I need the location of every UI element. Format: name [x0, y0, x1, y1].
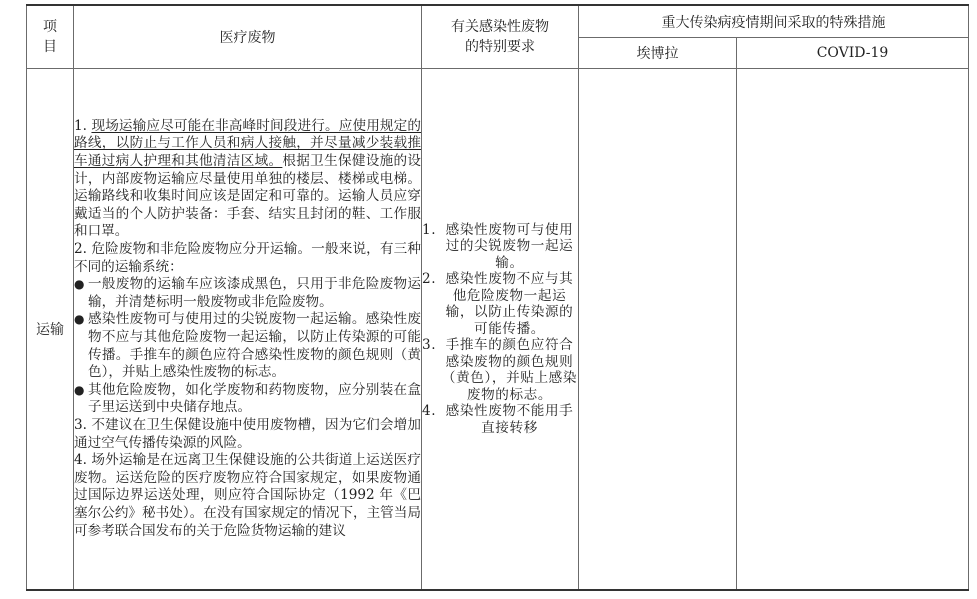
- waste-paragraph-2: 2. 危险废物和非危险废物应分开运输。一般来说，有三种不同的运输系统：: [74, 241, 421, 275]
- header-special-measures: 重大传染病疫情期间采取的特殊措施: [579, 5, 969, 38]
- waste-bullet-1: ● 一般废物的运输车应该漆成黑色，只用于非危险废物运输，并清楚标明一般废物或非危险废物。: [74, 276, 421, 310]
- requirement-item: 2. 感染性废物不应与其他危险废物一起运输，以防止传染源的可能传播。: [422, 271, 574, 337]
- ebola-cell: [579, 69, 737, 591]
- header-infectious-requirements: 有关感染性废物 的特别要求: [422, 5, 579, 69]
- requirements-cell: [422, 69, 579, 591]
- requirement-item: 1. 感染性废物可与使用过的尖锐废物一起运输。: [422, 221, 574, 271]
- header-item: 项 目: [27, 5, 74, 69]
- waste-paragraph-1: 1. 现场运输应尽可能在非高峰时间段进行。应使用规定的路线，以防止与工作人员和病人接触，并尽量减少装载推车通过病人护理和其他清洁区域。根据卫生保健设施的设计，内部废物运输应尽量使用单独的楼层、楼梯或电梯。运输路线和收集时间应该是固定和可靠的。运输人员应穿戴适当的个人防护装备：手套、结实且封闭的鞋、工作服和口罩。: [74, 117, 422, 240]
- waste-bullet-2: ● 感染性废物可与使用过的尖锐废物一起运输。感染性废物不应与其他危险废物一起运输，以防止传染源的可能传播。手推车的颜色应符合感染性废物的颜色规则（黄色），并贴上感染性废物的标志。: [74, 311, 421, 381]
- row-label-transport: 运输: [27, 69, 74, 591]
- medical-waste-table: [26, 4, 969, 591]
- bullet-icon: ●: [74, 277, 85, 292]
- bullet-icon: ●: [74, 382, 85, 397]
- requirement-item: 4. 感染性废物不能用手直接转移: [422, 403, 574, 436]
- waste-paragraph-3: 3. 不建议在卫生保健设施中使用废物槽，因为它们会增加通过空气传播传染源的风险。: [74, 416, 421, 451]
- table-row-transport: [27, 69, 969, 591]
- requirements-list: [422, 222, 578, 437]
- header-covid19: COVID-19: [737, 38, 969, 69]
- requirement-item: 3. 手推车的颜色应符合感染废物的颜色规则（黄色），并贴上感染废物的标志。: [422, 337, 578, 403]
- covid19-cell: [737, 69, 969, 591]
- bullet-icon: ●: [74, 312, 85, 327]
- waste-content-cell: [74, 69, 422, 591]
- waste-bullet-3: ● 其他危险废物，如化学废物和药物废物，应分别装在盒子里运送到中央储存地点。: [74, 381, 421, 416]
- header-ebola: 埃博拉: [579, 38, 737, 69]
- waste-paragraph-4: 4. 场外运输是在远离卫生保健设施的公共街道上运送医疗废物。运送危险的医疗废物应符合国家规定，如果废物通过国际边界运送处理，则应符合国际协定（1992 年《巴塞尔公约》秘书处）。在没有国家规定的情况下，主管当局可参考联合国发布的关于危险货物运输的建议: [74, 452, 421, 539]
- header-medical-waste: 医疗废物: [74, 5, 422, 69]
